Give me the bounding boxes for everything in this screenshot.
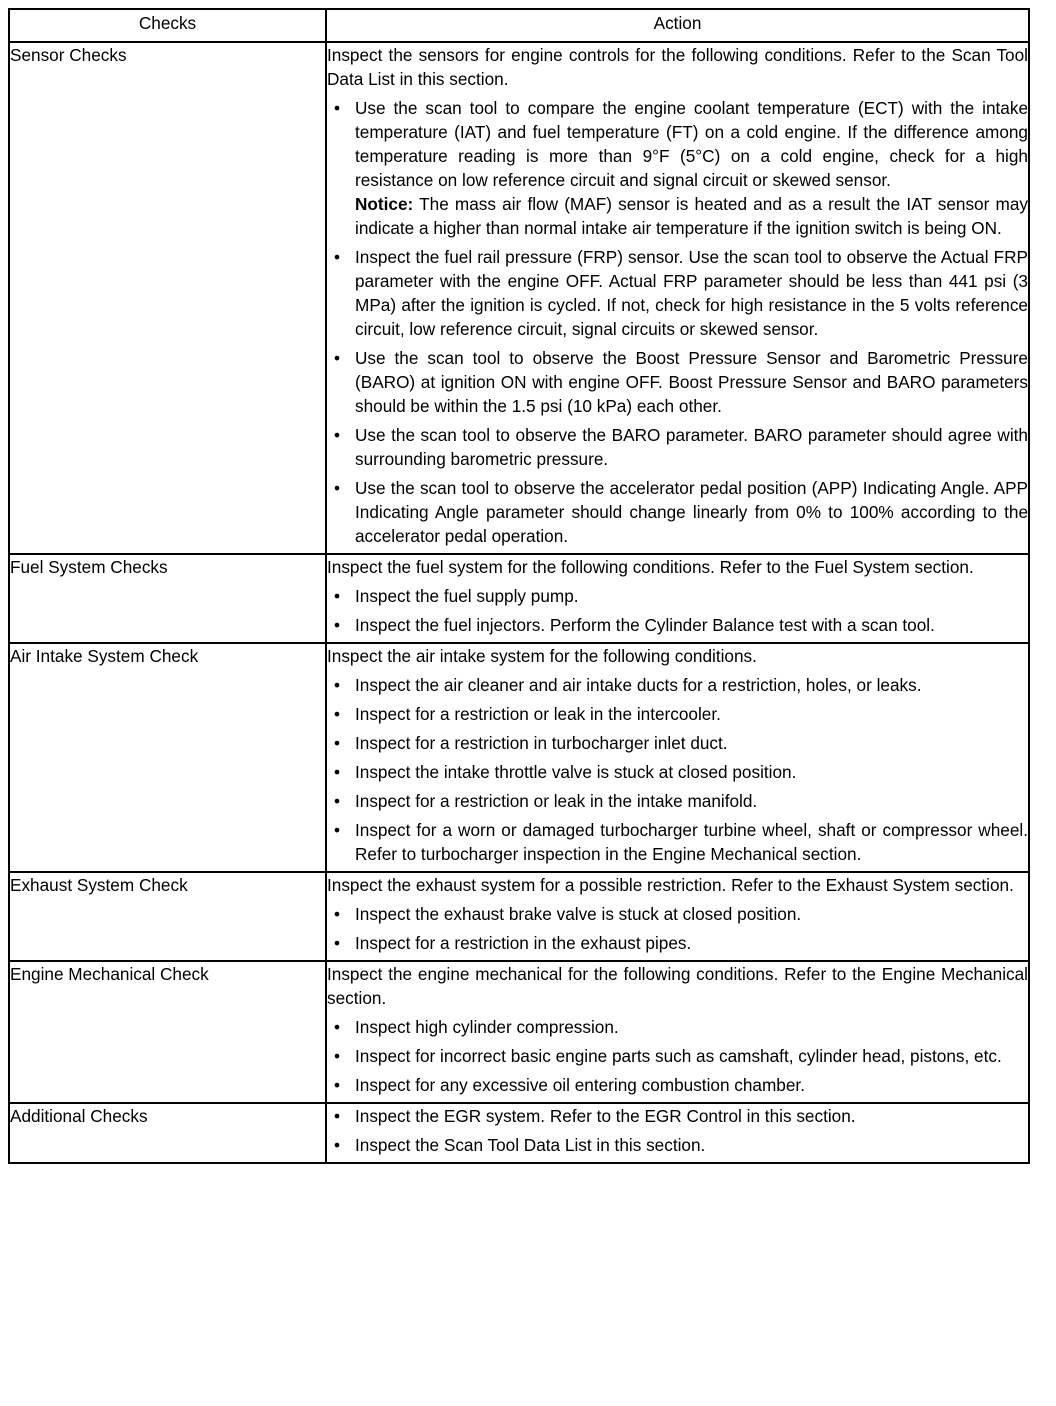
list-item: • Inspect the air cleaner and air intake ducts for a restriction, holes, or leaks.: [334, 675, 922, 695]
check-name: Air Intake System Check: [9, 643, 326, 872]
list-item: • Inspect high cylinder compression.: [334, 1017, 619, 1037]
table-row: [9, 961, 1029, 1103]
action-list: [327, 1015, 1028, 1097]
list-item: • Inspect the fuel supply pump.: [334, 586, 579, 606]
action-cell: [326, 554, 1029, 643]
action-cell: [326, 643, 1029, 872]
bullet-icon: •: [334, 762, 341, 782]
table-row: [9, 42, 1029, 554]
list-item: • Inspect for incorrect basic engine parts such as camshaft, cylinder head, pistons, etc.: [334, 1046, 1002, 1066]
bullet-icon: •: [334, 791, 341, 811]
bullet-icon: •: [334, 933, 341, 953]
notice-label: Notice:: [355, 194, 414, 214]
action-cell: [326, 872, 1029, 961]
list-item: • Use the scan tool to observe the accelerator pedal position (APP) Indicating Angle. APP Indicating Angle parameter should change linearly from 0% to 100% according to the accelerator pedal operation.: [334, 478, 1028, 546]
bullet-icon: •: [334, 425, 341, 445]
table-row: [9, 643, 1029, 872]
header-checks: Checks: [9, 9, 326, 42]
bullet-icon: •: [334, 247, 341, 267]
list-item: • Inspect for any excessive oil entering combustion chamber.: [334, 1075, 805, 1095]
action-intro: Inspect the fuel system for the following conditions. Refer to the Fuel System section.: [327, 557, 974, 577]
bullet-icon: •: [334, 478, 341, 498]
bullet-icon: •: [334, 615, 341, 635]
list-item: • Inspect the Scan Tool Data List in this section.: [334, 1135, 706, 1155]
list-item: • Use the scan tool to observe the Boost Pressure Sensor and Barometric Pressure (BARO) at ignition ON with engine OFF. Boost Pressure Sensor and BARO parameters should be within the 1.5 psi (10 kPa) each other.: [334, 348, 1028, 416]
checks-table: [8, 8, 1030, 1164]
check-name: Engine Mechanical Check: [9, 961, 326, 1103]
bullet-icon: •: [334, 904, 341, 924]
header-action: Action: [326, 9, 1029, 42]
check-name: Additional Checks: [9, 1103, 326, 1163]
table-row: [9, 1103, 1029, 1163]
notice-text: The mass air flow (MAF) sensor is heated and as a result the IAT sensor may indicate a higher than normal intake air temperature if the ignition switch is being ON.: [355, 194, 1028, 238]
list-item: • Inspect for a restriction in turbocharger inlet duct.: [334, 733, 728, 753]
list-item: • Inspect the fuel rail pressure (FRP) sensor. Use the scan tool to observe the Actual FRP parameter with the engine OFF. Actual FRP parameter should be less than 441 psi (3 MPa) after the ignition is cycled. If not, check for high resistance in the 5 volts reference circuit, low reference circuit, signal circuits or skewed sensor.: [334, 247, 1028, 339]
list-item: • Inspect for a restriction or leak in the intercooler.: [334, 704, 721, 724]
header-row: [9, 9, 1029, 42]
action-list: [327, 1104, 1028, 1157]
bullet-icon: •: [334, 1017, 341, 1037]
bullet-icon: •: [334, 1106, 341, 1126]
table-row: [9, 554, 1029, 643]
action-list: [327, 673, 1028, 866]
bullet-icon: •: [334, 820, 341, 840]
bullet-icon: •: [334, 586, 341, 606]
list-item: • Use the scan tool to compare the engine coolant temperature (ECT) with the intake temperature (IAT) and fuel temperature (FT) on a cold engine. If the difference among temperature reading is more than 9°F (5°C) on a cold engine, check for a high resistance on low reference circuit and signal circuit or skewed sensor. Notice: The mass air flow (MAF) sensor is heated and as a result the IAT sensor may indicate a higher than normal intake air temperature if the ignition switch is being ON.: [334, 98, 1028, 238]
action-intro: Inspect the exhaust system for a possible restriction. Refer to the Exhaust System section.: [327, 875, 1014, 895]
bullet-icon: •: [334, 704, 341, 724]
action-list: [327, 96, 1028, 548]
list-item: • Inspect for a worn or damaged turbocharger turbine wheel, shaft or compressor wheel. Refer to turbocharger inspection in the Engine Mechanical section.: [334, 820, 1028, 864]
check-name: Exhaust System Check: [9, 872, 326, 961]
action-intro: Inspect the sensors for engine controls for the following conditions. Refer to the Scan Tool Data List in this section.: [327, 45, 1028, 89]
bullet-icon: •: [334, 675, 341, 695]
bullet-icon: •: [334, 1135, 341, 1155]
bullet-icon: •: [334, 98, 341, 118]
bullet-icon: •: [334, 348, 341, 368]
action-cell: [326, 1103, 1029, 1163]
action-cell: [326, 961, 1029, 1103]
list-item: • Inspect the intake throttle valve is stuck at closed position.: [334, 762, 797, 782]
list-item: • Inspect for a restriction in the exhaust pipes.: [334, 933, 692, 953]
action-intro: Inspect the air intake system for the following conditions.: [327, 646, 757, 666]
list-item: • Inspect the EGR system. Refer to the EGR Control in this section.: [334, 1106, 856, 1126]
action-list: [327, 902, 1028, 955]
action-intro: Inspect the engine mechanical for the following conditions. Refer to the Engine Mechanical section.: [327, 964, 1028, 1008]
check-name: Fuel System Checks: [9, 554, 326, 643]
list-item: • Use the scan tool to observe the BARO parameter. BARO parameter should agree with surrounding barometric pressure.: [334, 425, 1028, 469]
list-item: • Inspect the fuel injectors. Perform the Cylinder Balance test with a scan tool.: [334, 615, 935, 635]
action-cell: [326, 42, 1029, 554]
bullet-icon: •: [334, 733, 341, 753]
action-list: [327, 584, 1028, 637]
list-item: • Inspect for a restriction or leak in the intake manifold.: [334, 791, 758, 811]
table-row: [9, 872, 1029, 961]
list-item: • Inspect the exhaust brake valve is stuck at closed position.: [334, 904, 802, 924]
bullet-icon: •: [334, 1046, 341, 1066]
bullet-icon: •: [334, 1075, 341, 1095]
check-name: Sensor Checks: [9, 42, 326, 554]
